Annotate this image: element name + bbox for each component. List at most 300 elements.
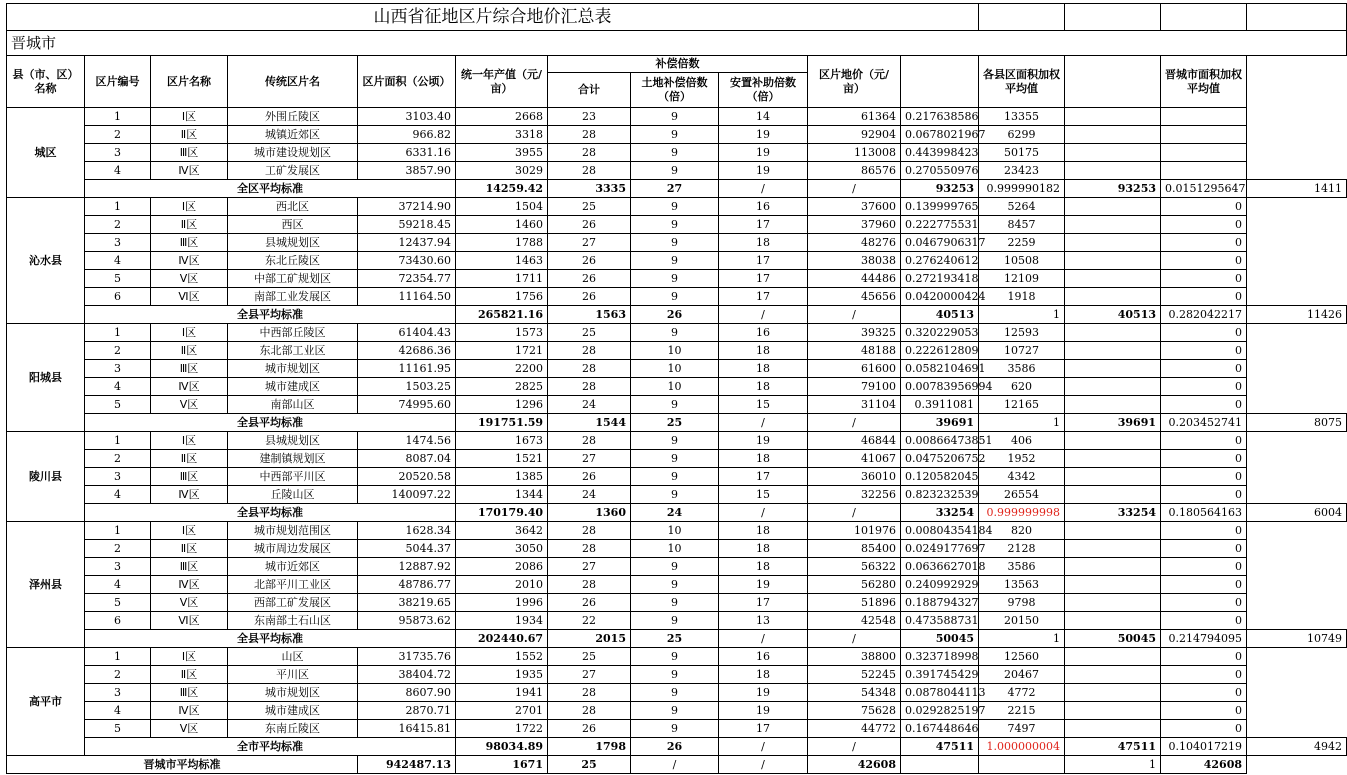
table-row xyxy=(7,576,1347,594)
header-county-weighted: 各县区面积加权平均值 xyxy=(979,56,1065,108)
summary-row xyxy=(7,738,1347,756)
traditional-name: 西部工矿发展区 xyxy=(228,594,358,612)
total-multiple: 26 xyxy=(548,720,631,738)
summary-row xyxy=(7,306,1347,324)
area-ratio: 0.323718998 xyxy=(901,648,979,666)
city-weighted-cell: 0 xyxy=(1161,252,1247,270)
total-multiple: 23 xyxy=(548,108,631,126)
land-multiple: 9 xyxy=(631,324,719,342)
empty-cell xyxy=(1065,558,1161,576)
area-value: 12887.92 xyxy=(358,558,456,576)
empty-cell xyxy=(1065,108,1161,126)
empty-cell xyxy=(1065,648,1161,666)
summary-output: 1798 xyxy=(548,738,631,756)
land-multiple: 9 xyxy=(631,558,719,576)
summary-output: 2015 xyxy=(548,630,631,648)
table-row xyxy=(7,378,1347,396)
summary-total: 26 xyxy=(631,738,719,756)
empty-cell[interactable] xyxy=(1065,56,1161,108)
output-value: 1552 xyxy=(456,648,548,666)
county-name: 陵川县 xyxy=(7,432,85,522)
zone-number: 5 xyxy=(85,594,151,612)
empty-cell xyxy=(1065,270,1161,288)
weighted-value: 2215 xyxy=(979,702,1065,720)
traditional-name: 城市周边发展区 xyxy=(228,540,358,558)
area-ratio: 0.00866473851 xyxy=(901,432,979,450)
total-multiple: 27 xyxy=(548,450,631,468)
city-weighted: 10749 xyxy=(1247,630,1347,648)
zone-price: 54348 xyxy=(808,684,901,702)
total-multiple: 25 xyxy=(548,648,631,666)
traditional-name: 平川区 xyxy=(228,666,358,684)
county-name: 沁水县 xyxy=(7,198,85,324)
summary-resettle: / xyxy=(808,306,901,324)
resettle-multiple: 18 xyxy=(719,522,808,540)
summary-total: 25 xyxy=(631,414,719,432)
city-weighted-cell: 0 xyxy=(1161,396,1247,414)
area-ratio: 0.270550976 xyxy=(901,162,979,180)
land-multiple: 9 xyxy=(631,216,719,234)
summary-weighted: 93253 xyxy=(1065,180,1161,198)
empty-cell xyxy=(1065,126,1161,144)
zone-name: Ⅲ区 xyxy=(151,468,228,486)
empty-cell xyxy=(1065,216,1161,234)
header-area: 区片面积（公顷） xyxy=(358,56,456,108)
zone-name: Ⅲ区 xyxy=(151,558,228,576)
resettle-multiple: 17 xyxy=(719,720,808,738)
empty-cell xyxy=(1065,702,1161,720)
land-multiple: 9 xyxy=(631,576,719,594)
traditional-name: 中部工矿规划区 xyxy=(228,270,358,288)
traditional-name: 建制镇规划区 xyxy=(228,450,358,468)
city-weighted-cell: 0 xyxy=(1161,360,1247,378)
zone-number: 2 xyxy=(85,216,151,234)
zone-price: 92904 xyxy=(808,126,901,144)
zone-price: 51896 xyxy=(808,594,901,612)
weighted-value: 8457 xyxy=(979,216,1065,234)
table-row xyxy=(7,288,1347,306)
resettle-multiple: 19 xyxy=(719,126,808,144)
area-ratio: 0.443998423 xyxy=(901,144,979,162)
total-multiple: 24 xyxy=(548,486,631,504)
area-value: 74995.60 xyxy=(358,396,456,414)
zone-number: 4 xyxy=(85,702,151,720)
land-multiple: 9 xyxy=(631,396,719,414)
table-row xyxy=(7,342,1347,360)
table-row xyxy=(7,144,1347,162)
city-weighted: 8075 xyxy=(1247,414,1347,432)
output-value: 1935 xyxy=(456,666,548,684)
summary-output: 1544 xyxy=(548,414,631,432)
empty-cell xyxy=(1065,342,1161,360)
city-weighted: 6004 xyxy=(1247,504,1347,522)
weighted-value: 12109 xyxy=(979,270,1065,288)
area-ratio: 0.217638586 xyxy=(901,108,979,126)
resettle-multiple: 18 xyxy=(719,666,808,684)
zone-name: Ⅵ区 xyxy=(151,288,228,306)
resettle-multiple: 19 xyxy=(719,162,808,180)
total-multiple: 26 xyxy=(548,252,631,270)
weighted-value: 3586 xyxy=(979,558,1065,576)
empty-cell[interactable] xyxy=(979,4,1065,31)
header-land-compensation: 土地补偿倍数（倍） xyxy=(631,73,719,108)
grand-total-resettle: / xyxy=(719,756,808,774)
zone-price: 41067 xyxy=(808,450,901,468)
weighted-value: 13355 xyxy=(979,108,1065,126)
summary-area: 191751.59 xyxy=(456,414,548,432)
zone-price: 52245 xyxy=(808,666,901,684)
table-row xyxy=(7,468,1347,486)
land-multiple: 9 xyxy=(631,648,719,666)
empty-cell[interactable] xyxy=(1065,4,1161,31)
traditional-name: 西北区 xyxy=(228,198,358,216)
traditional-name: 城市规划区 xyxy=(228,684,358,702)
land-multiple: 9 xyxy=(631,108,719,126)
area-value: 1474.56 xyxy=(358,432,456,450)
zone-number: 2 xyxy=(85,126,151,144)
resettle-multiple: 19 xyxy=(719,702,808,720)
zone-name: Ⅲ区 xyxy=(151,144,228,162)
total-multiple: 27 xyxy=(548,666,631,684)
land-multiple: 9 xyxy=(631,144,719,162)
zone-number: 5 xyxy=(85,396,151,414)
zone-number: 3 xyxy=(85,684,151,702)
output-value: 1521 xyxy=(456,450,548,468)
area-ratio: 0.240992929 xyxy=(901,576,979,594)
grand-total-row xyxy=(7,756,1347,774)
table-row xyxy=(7,720,1347,738)
summary-ratio: 1 xyxy=(979,414,1065,432)
header-output: 统一年产值（元/亩） xyxy=(456,56,548,108)
table-row xyxy=(7,702,1347,720)
total-multiple: 28 xyxy=(548,432,631,450)
summary-output: 1360 xyxy=(548,504,631,522)
page-title: 山西省征地区片综合地价汇总表 xyxy=(7,4,979,31)
area-value: 1503.25 xyxy=(358,378,456,396)
city-ratio: 0.282042217 xyxy=(1161,306,1247,324)
empty-cell xyxy=(1065,522,1161,540)
city-weighted-cell: 0 xyxy=(1161,594,1247,612)
summary-row xyxy=(7,414,1347,432)
resettle-multiple: 15 xyxy=(719,486,808,504)
output-value: 1721 xyxy=(456,342,548,360)
table-row xyxy=(7,198,1347,216)
zone-number: 1 xyxy=(85,324,151,342)
land-multiple: 9 xyxy=(631,684,719,702)
area-ratio: 0.0467906317 xyxy=(901,234,979,252)
empty-cell xyxy=(1065,666,1161,684)
land-multiple: 9 xyxy=(631,720,719,738)
traditional-name: 城市规划区 xyxy=(228,360,358,378)
land-multiple: 9 xyxy=(631,432,719,450)
area-value: 11161.95 xyxy=(358,360,456,378)
area-value: 5044.37 xyxy=(358,540,456,558)
resettle-multiple: 17 xyxy=(719,216,808,234)
zone-number: 1 xyxy=(85,432,151,450)
traditional-name: 南部工业发展区 xyxy=(228,288,358,306)
total-multiple: 25 xyxy=(548,198,631,216)
traditional-name: 城镇近郊区 xyxy=(228,126,358,144)
summary-label: 全县平均标准 xyxy=(85,504,456,522)
zone-name: Ⅲ区 xyxy=(151,684,228,702)
traditional-name: 县城规划区 xyxy=(228,432,358,450)
area-value: 966.82 xyxy=(358,126,456,144)
weighted-value: 23423 xyxy=(979,162,1065,180)
city-weighted-cell: 0 xyxy=(1161,612,1247,630)
output-value: 1296 xyxy=(456,396,548,414)
table-row xyxy=(7,612,1347,630)
city-weighted-cell xyxy=(1161,144,1247,162)
output-value: 1711 xyxy=(456,270,548,288)
zone-number: 3 xyxy=(85,558,151,576)
resettle-multiple: 16 xyxy=(719,648,808,666)
area-ratio: 0.0678021967 xyxy=(901,126,979,144)
resettle-multiple: 18 xyxy=(719,360,808,378)
output-value: 3642 xyxy=(456,522,548,540)
city-weighted-cell: 0 xyxy=(1161,342,1247,360)
county-name: 阳城县 xyxy=(7,324,85,432)
empty-cell xyxy=(1065,144,1161,162)
traditional-name: 东南丘陵区 xyxy=(228,720,358,738)
land-multiple: 9 xyxy=(631,126,719,144)
summary-resettle: / xyxy=(808,504,901,522)
summary-price: 47511 xyxy=(901,738,979,756)
resettle-multiple: 18 xyxy=(719,540,808,558)
zone-price: 46844 xyxy=(808,432,901,450)
zone-name: Ⅰ区 xyxy=(151,432,228,450)
output-value: 3029 xyxy=(456,162,548,180)
summary-total: 27 xyxy=(631,180,719,198)
traditional-name: 工矿发展区 xyxy=(228,162,358,180)
resettle-multiple: 19 xyxy=(719,432,808,450)
traditional-name: 中西部平川区 xyxy=(228,468,358,486)
zone-name: Ⅱ区 xyxy=(151,666,228,684)
summary-resettle: / xyxy=(808,414,901,432)
output-value: 1996 xyxy=(456,594,548,612)
city-weighted-cell: 0 xyxy=(1161,648,1247,666)
resettle-multiple: 16 xyxy=(719,324,808,342)
zone-price: 44772 xyxy=(808,720,901,738)
area-ratio: 0.391745429 xyxy=(901,666,979,684)
table-row xyxy=(7,666,1347,684)
empty-cell xyxy=(1065,252,1161,270)
traditional-name: 东南部土石山区 xyxy=(228,612,358,630)
summary-label: 全县平均标准 xyxy=(85,630,456,648)
traditional-name: 外围丘陵区 xyxy=(228,108,358,126)
area-ratio: 0.0636627018 xyxy=(901,558,979,576)
zone-price: 113008 xyxy=(808,144,901,162)
total-multiple: 28 xyxy=(548,540,631,558)
total-multiple: 26 xyxy=(548,288,631,306)
weighted-value: 2128 xyxy=(979,540,1065,558)
output-value: 1673 xyxy=(456,432,548,450)
header-zone-name: 区片名称 xyxy=(151,56,228,108)
table-row xyxy=(7,684,1347,702)
land-multiple: 9 xyxy=(631,234,719,252)
empty-cell xyxy=(1065,360,1161,378)
resettle-multiple: 18 xyxy=(719,558,808,576)
summary-output: 3335 xyxy=(548,180,631,198)
zone-name: Ⅵ区 xyxy=(151,612,228,630)
summary-price: 93253 xyxy=(901,180,979,198)
area-ratio: 0.320229053 xyxy=(901,324,979,342)
spreadsheet xyxy=(6,3,1343,774)
grand-total-output: 1671 xyxy=(456,756,548,774)
summary-price: 40513 xyxy=(901,306,979,324)
area-value: 12437.94 xyxy=(358,234,456,252)
total-multiple: 28 xyxy=(548,684,631,702)
output-value: 1941 xyxy=(456,684,548,702)
weighted-value: 2259 xyxy=(979,234,1065,252)
resettle-multiple: 18 xyxy=(719,450,808,468)
resettle-multiple: 18 xyxy=(719,378,808,396)
land-multiple: 9 xyxy=(631,252,719,270)
traditional-name: 丘陵山区 xyxy=(228,486,358,504)
empty-cell[interactable] xyxy=(901,56,979,108)
zone-number: 2 xyxy=(85,540,151,558)
summary-price: 39691 xyxy=(901,414,979,432)
city-weighted-cell: 0 xyxy=(1161,576,1247,594)
total-multiple: 28 xyxy=(548,522,631,540)
total-multiple: 27 xyxy=(548,234,631,252)
city-weighted-cell: 0 xyxy=(1161,486,1247,504)
empty-cell[interactable] xyxy=(1247,4,1347,31)
weighted-value: 12165 xyxy=(979,396,1065,414)
summary-land: / xyxy=(719,306,808,324)
weighted-value: 13563 xyxy=(979,576,1065,594)
grand-total-area: 942487.13 xyxy=(358,756,456,774)
table-row xyxy=(7,270,1347,288)
zone-number: 3 xyxy=(85,144,151,162)
header-resettlement: 安置补助倍数（倍） xyxy=(719,73,808,108)
empty-cell xyxy=(1065,378,1161,396)
total-multiple: 28 xyxy=(548,702,631,720)
header-price: 区片地价（元/亩） xyxy=(808,56,901,108)
area-value: 8607.90 xyxy=(358,684,456,702)
zone-price: 38800 xyxy=(808,648,901,666)
area-value: 1628.34 xyxy=(358,522,456,540)
table-row xyxy=(7,324,1347,342)
output-value: 2701 xyxy=(456,702,548,720)
summary-land: / xyxy=(719,504,808,522)
zone-name: Ⅳ区 xyxy=(151,162,228,180)
city-weighted-cell xyxy=(1161,126,1247,144)
summary-weighted: 39691 xyxy=(1065,414,1161,432)
city-ratio: 0.0151295647 xyxy=(1161,180,1247,198)
weighted-value: 20467 xyxy=(979,666,1065,684)
city-weighted: 1411 xyxy=(1247,180,1347,198)
traditional-name: 中西部丘陵区 xyxy=(228,324,358,342)
summary-land: / xyxy=(719,414,808,432)
zone-price: 37600 xyxy=(808,198,901,216)
table-row xyxy=(7,216,1347,234)
summary-weighted: 50045 xyxy=(1065,630,1161,648)
zone-name: Ⅰ区 xyxy=(151,108,228,126)
resettle-multiple: 19 xyxy=(719,144,808,162)
land-multiple: 10 xyxy=(631,540,719,558)
zone-number: 3 xyxy=(85,234,151,252)
total-multiple: 27 xyxy=(548,558,631,576)
city-weighted-cell: 0 xyxy=(1161,324,1247,342)
county-name: 高平市 xyxy=(7,648,85,756)
output-value: 1722 xyxy=(456,720,548,738)
weighted-value: 50175 xyxy=(979,144,1065,162)
zone-number: 2 xyxy=(85,450,151,468)
zone-name: Ⅰ区 xyxy=(151,198,228,216)
land-multiple: 9 xyxy=(631,288,719,306)
zone-price: 56322 xyxy=(808,558,901,576)
empty-cell xyxy=(1065,576,1161,594)
zone-price: 56280 xyxy=(808,576,901,594)
weighted-value: 9798 xyxy=(979,594,1065,612)
area-value: 31735.76 xyxy=(358,648,456,666)
empty-cell[interactable] xyxy=(1161,4,1247,31)
empty-cell xyxy=(1065,684,1161,702)
total-multiple: 28 xyxy=(548,342,631,360)
city-weighted-cell: 0 xyxy=(1161,468,1247,486)
land-multiple: 10 xyxy=(631,360,719,378)
table-row xyxy=(7,432,1347,450)
zone-price: 85400 xyxy=(808,540,901,558)
weighted-value: 620 xyxy=(979,378,1065,396)
zone-price: 32256 xyxy=(808,486,901,504)
summary-area: 14259.42 xyxy=(456,180,548,198)
resettle-multiple: 18 xyxy=(719,342,808,360)
header-total: 合计 xyxy=(548,73,631,108)
output-value: 1756 xyxy=(456,288,548,306)
land-multiple: 10 xyxy=(631,378,719,396)
zone-name: Ⅲ区 xyxy=(151,360,228,378)
output-value: 2825 xyxy=(456,378,548,396)
grand-total-ratio: 1 xyxy=(1065,756,1161,774)
empty-cell xyxy=(1065,720,1161,738)
area-value: 59218.45 xyxy=(358,216,456,234)
area-ratio: 0.120582045 xyxy=(901,468,979,486)
summary-total: 26 xyxy=(631,306,719,324)
table-row xyxy=(7,360,1347,378)
grand-total-price: 42608 xyxy=(808,756,901,774)
zone-name: Ⅰ区 xyxy=(151,324,228,342)
output-value: 1344 xyxy=(456,486,548,504)
area-ratio: 0.0292825197 xyxy=(901,702,979,720)
area-ratio: 0.0420000424 xyxy=(901,288,979,306)
resettle-multiple: 19 xyxy=(719,684,808,702)
resettle-multiple: 13 xyxy=(719,612,808,630)
output-value: 1460 xyxy=(456,216,548,234)
header-compensation-group: 补偿倍数 xyxy=(548,56,808,73)
area-value: 48786.77 xyxy=(358,576,456,594)
area-ratio: 0.272193418 xyxy=(901,270,979,288)
summary-output: 1563 xyxy=(548,306,631,324)
summary-ratio: 1 xyxy=(979,630,1065,648)
summary-price: 50045 xyxy=(901,630,979,648)
total-multiple: 28 xyxy=(548,378,631,396)
summary-total: 25 xyxy=(631,630,719,648)
header-zone-no: 区片编号 xyxy=(85,56,151,108)
output-value: 3955 xyxy=(456,144,548,162)
total-multiple: 28 xyxy=(548,360,631,378)
land-multiple: 9 xyxy=(631,468,719,486)
zone-price: 75628 xyxy=(808,702,901,720)
output-value: 1463 xyxy=(456,252,548,270)
table-row xyxy=(7,396,1347,414)
weighted-value: 20150 xyxy=(979,612,1065,630)
land-multiple: 9 xyxy=(631,270,719,288)
traditional-name: 城市近郊区 xyxy=(228,558,358,576)
summary-label: 全县平均标准 xyxy=(85,306,456,324)
area-ratio: 0.00804354184 xyxy=(901,522,979,540)
area-value: 61404.43 xyxy=(358,324,456,342)
